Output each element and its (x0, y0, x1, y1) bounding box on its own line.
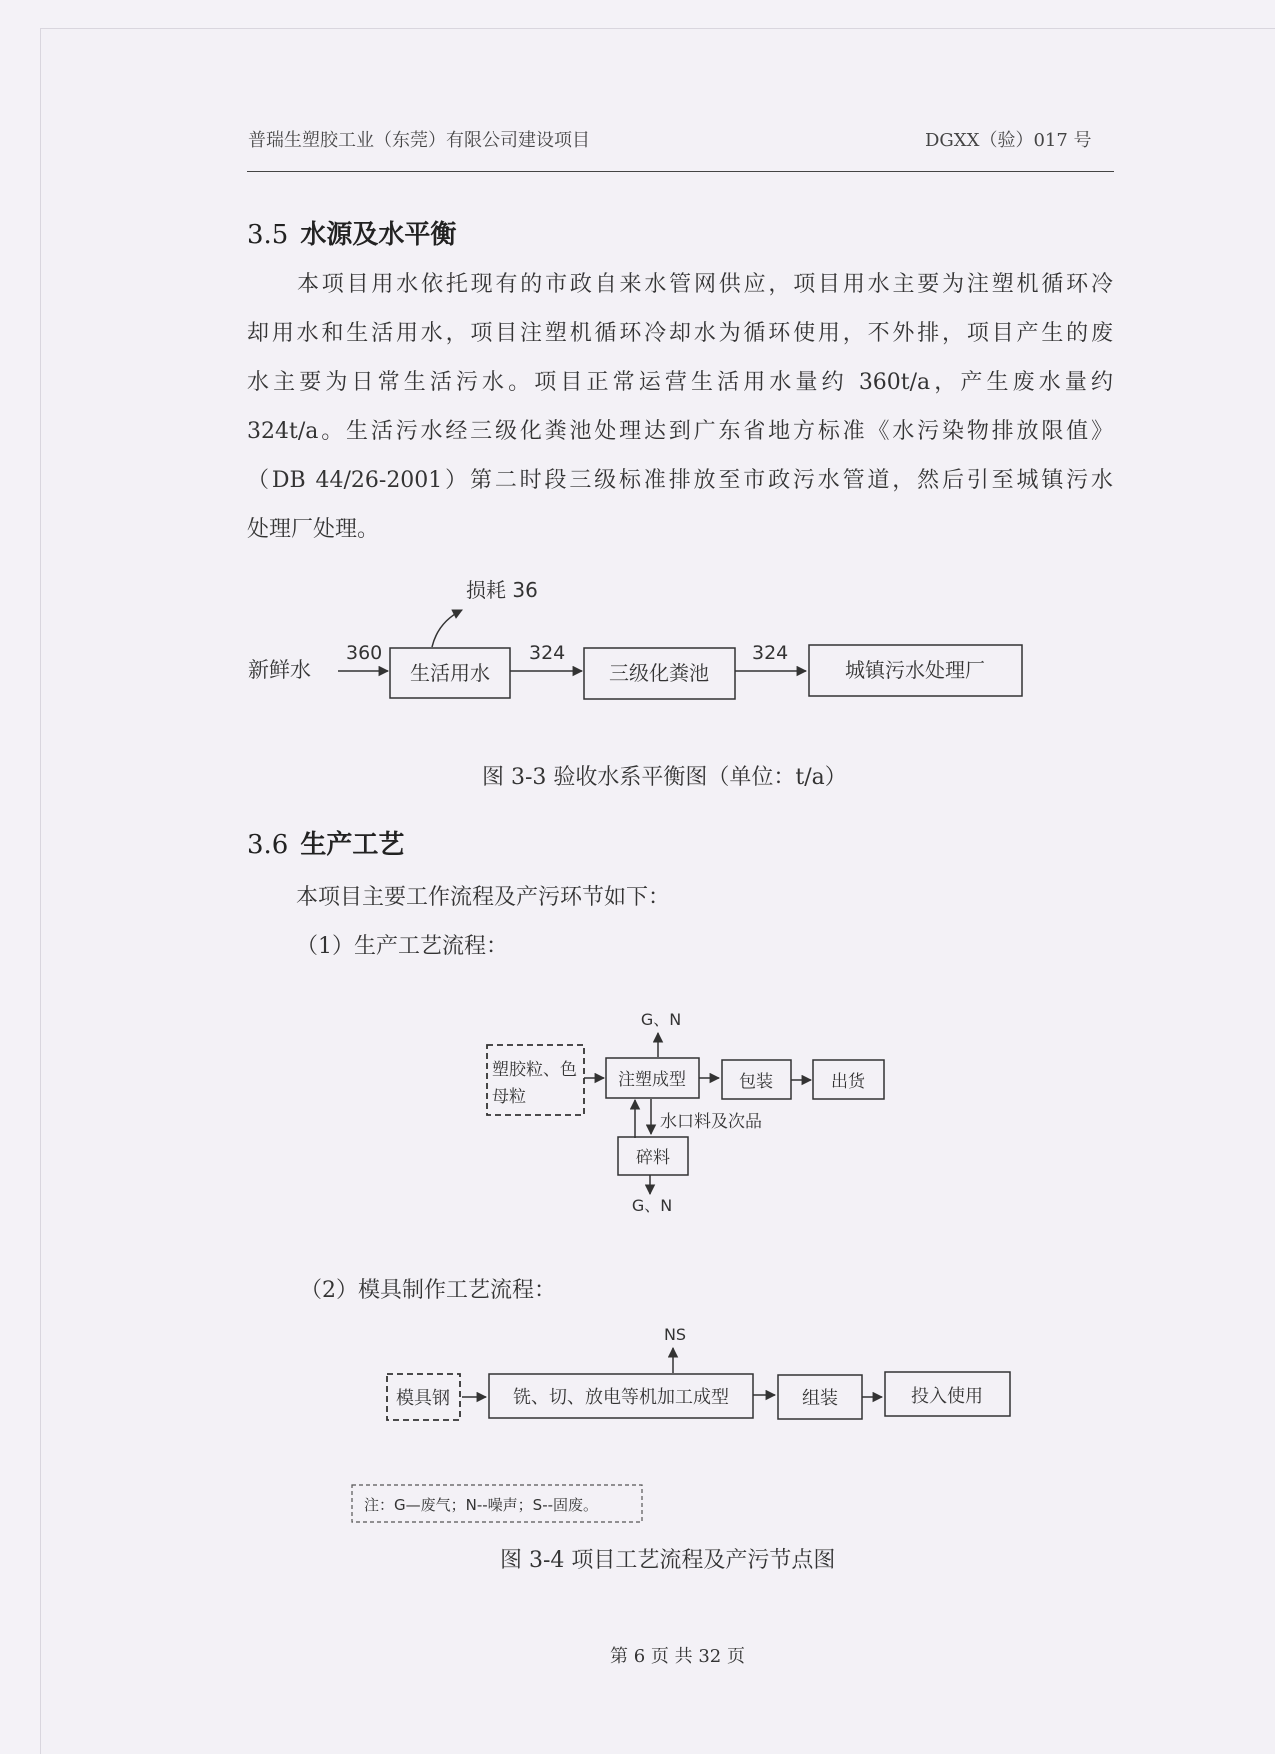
emission-label: NS (663, 1325, 687, 1344)
legend-note (352, 1485, 642, 1522)
raw-material-label: 模具钢 (396, 1388, 450, 1409)
node-label: 三级化粪池 (609, 661, 709, 685)
section-number: 3.5 (247, 220, 289, 250)
section-title: 生产工艺 (300, 830, 405, 860)
header-doc-number: DGXX（验）017 号 (925, 130, 1092, 151)
loss-label: 损耗 36 (466, 578, 538, 602)
flow-value: 324 (752, 642, 789, 664)
figure-3-4-caption: 图 3-4 项目工艺流程及产污节点图 (500, 1548, 836, 1573)
node-label: 城镇污水处理厂 (845, 658, 985, 682)
note-text: 注：G—废气；N--噪声；S--固废。 (364, 1496, 599, 1514)
mold-process-diagram (387, 1325, 1010, 1420)
source-label: 新鲜水 (248, 658, 311, 682)
section-number: 3.6 (247, 830, 289, 860)
production-process-diagram (487, 1010, 884, 1215)
flow-value: 324 (529, 642, 566, 664)
step-label: 注塑成型 (618, 1070, 686, 1090)
step-label: 组装 (802, 1388, 838, 1409)
raw-material-line: 塑胶粒、色 (492, 1060, 577, 1080)
step-label: 出货 (831, 1072, 865, 1092)
paragraph-line: 却用水和生活用水，项目注塑机循环冷却水为循环使用，不外排，项目产生的废 (247, 321, 1113, 346)
section-3-6-intro: 本项目主要工作流程及产污环节如下： (296, 885, 671, 910)
page-footer: 第 6 页 共 32 页 (610, 1646, 745, 1667)
paragraph-line: 324t/a。生活污水经三级化粪池处理达到广东省地方标准《水污染物排放限值》 (247, 419, 1113, 444)
paragraph-line: 处理厂处理。 (247, 517, 380, 542)
step-label: 碎料 (636, 1148, 670, 1168)
step-label: 投入使用 (911, 1386, 983, 1407)
raw-material-line: 母粒 (492, 1087, 526, 1107)
section-3-6-heading (247, 824, 404, 861)
section-title: 水源及水平衡 (300, 220, 457, 250)
paragraph-line: 本项目用水依托现有的市政自来水管网供应，项目用水主要为注塑机循环冷 (297, 272, 1113, 297)
subsection-1-title: （1）生产工艺流程： (296, 934, 508, 959)
subsection-2-title: （2）模具制作工艺流程： (300, 1278, 556, 1303)
step-label: 包装 (739, 1072, 773, 1092)
side-label: 水口料及次品 (660, 1112, 762, 1132)
emission-label: G、N (640, 1010, 682, 1029)
header-company: 普瑞生塑胶工业（东莞）有限公司建设项目 (248, 130, 590, 151)
step-label: 铣、切、放电等机加工成型 (513, 1387, 729, 1408)
flow-in-value: 360 (346, 642, 383, 664)
figure-3-3-caption: 图 3-3 验收水系平衡图（单位：t/a） (482, 765, 847, 790)
emission-label: G、N (631, 1196, 673, 1215)
water-balance-diagram (248, 578, 1022, 699)
paragraph-line: （DB 44/26-2001）第二时段三级标准排放至市政污水管道，然后引至城镇污水 (247, 468, 1113, 493)
paragraph-line: 水主要为日常生活污水。项目正常运营生活用水量约 360t/a，产生废水量约 (247, 370, 1113, 395)
node-label: 生活用水 (410, 661, 490, 685)
loss-arrow (432, 610, 462, 647)
